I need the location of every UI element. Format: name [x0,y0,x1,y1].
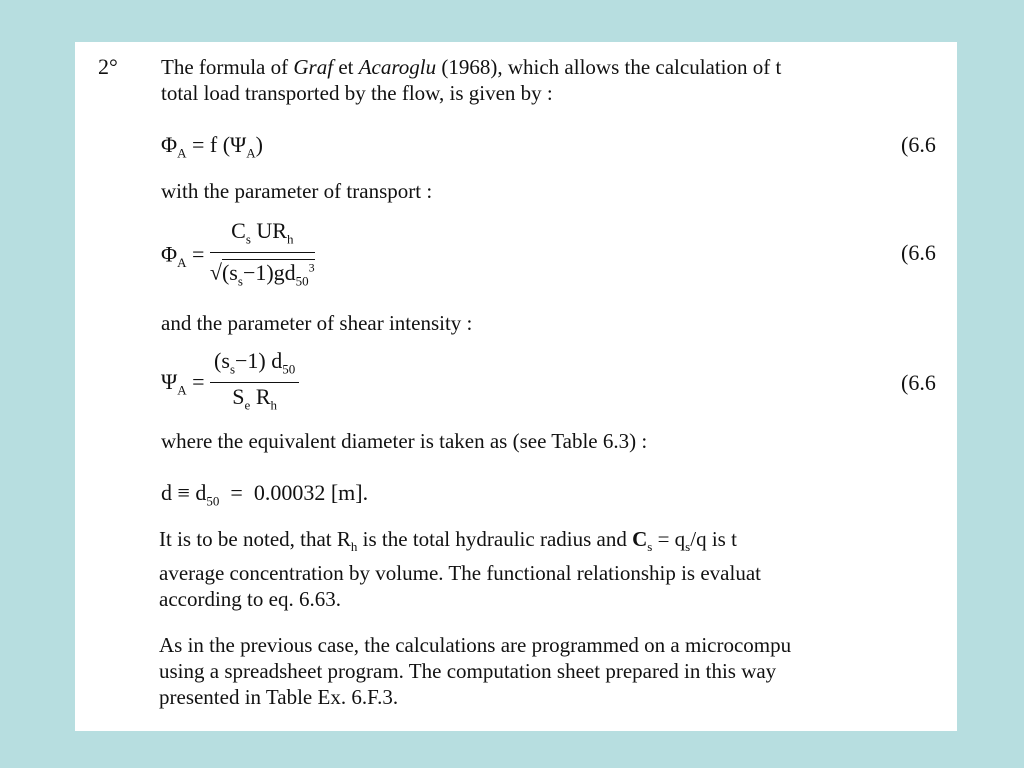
paragraph-note: It is to be noted, that $R_h$ is the total hydraulic radius and $C_s = q_s/q$ is t average concentration by volume. The functional relationship is evaluat according to eq. 6.63. [159,527,761,612]
fraction-shear: $\frac{(s_s-1) d_{50}}{S_e R_h}$ [210,348,299,420]
author-graf: Graf [293,55,334,79]
equation-number-1: (6.6 [901,132,936,157]
paragraph-calculation: As in the previous case, the calculations are programmed on a microcompu using a spreadsheet program. The computation sheet prepared in this way presented in Table Ex. 6.F.3. [159,633,792,709]
equation-phi-function: $\Phi_A = f$ $(\Psi_A)$ [161,132,263,161]
equation-number-2: (6.6 [901,240,936,265]
text-shear: and the parameter of shear intensity : [161,311,473,335]
text-transport: with the parameter of transport : [161,179,433,203]
intro-paragraph: The formula of Graf et Acaroglu (1968), which allows the calculation of t total load transported by the flow, is given by : [161,55,782,105]
equation-phi-definition: $\Phi_A$ = $\frac{C_s UR_h}{√(s_s-1)gd_{50}^3}$ [161,218,315,295]
document-page [75,42,957,731]
equation-number-3: (6.6 [901,370,936,395]
equation-psi-definition: $\Psi_A$ = $\frac{(s_s-1) d_{50}}{S_e R_h}$ [161,348,299,420]
text-equivalent-diameter: where the equivalent diameter is taken as (see Table 6.3) : [161,429,648,453]
item-number: 2° [98,54,118,79]
author-acaroglu: Acaroglu [358,55,437,79]
equation-diameter-value: $d \equiv d_{50} = 0.00032$ [m]. [161,480,369,509]
fraction-transport: $\frac{C_s UR_h}{√(s_s-1)gd_{50}^3}$ [209,218,315,289]
